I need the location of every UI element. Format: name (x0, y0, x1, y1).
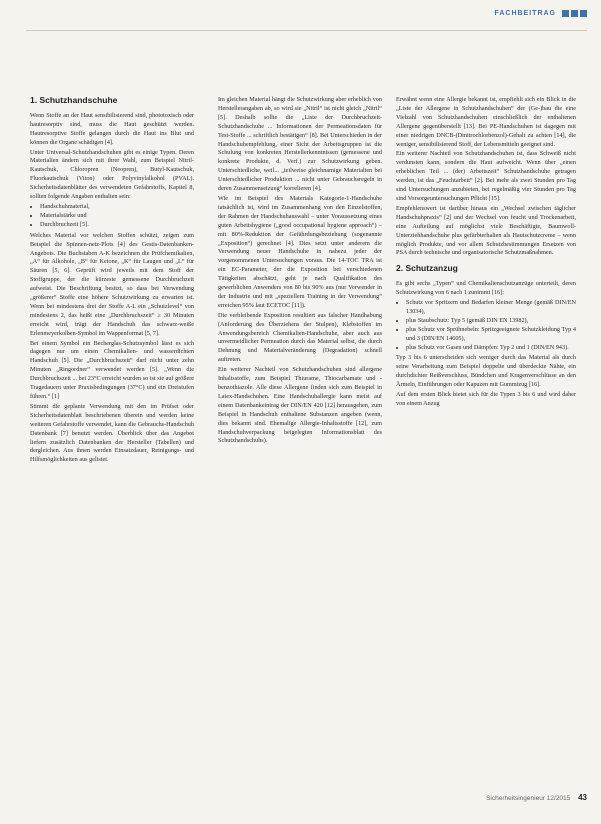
paragraph: Ein weiterer Nachteil von Schutzhandschuhen sind allergene Inhaltsstoffe, zum Beispiel Thiurame, Thiocarbamate und -benzothiazole. Alle diese Allergene finden sich zum Beispiel in Latex-Handschuhen. Eine Handschuhallergie kann meist auf einem Datenbankeintrag der DIN/EN 420 [12] herausgehen, zum Beispiel in Handschuh enthaltene Substanzen angeben (wenn, dies bekannt sind. Ehemalige Allergie-Inhaltsstoffe [12], zum Handschuhverpackung beigelegten Informationsblatt des Schutzhandschuhs). (218, 366, 382, 445)
list-item: • plus Schutz vor Sprühnebeln: Spritzgeeignete Schutzkleidung Typ 4 und 3 (DIN/EN 14605), (406, 326, 576, 344)
list-item: • Durchbruchzeit [5]. (40, 221, 194, 230)
header-bar (562, 10, 569, 17)
paragraph: Stimmt die geplante Verwendung mit den im Prüfset oder Sicherheitsdatenblatt beschriebenen überein und werden keine weiteren Gefahrstoffe verwendet, kann die Gebrauchs-Handschuh Datenbank [7] benutzt werden. Überblick über das Angebot liefern zusätzlich Datenbanken der Hersteller (Tabellen) und dergleichen. Aus ihnen werden Einsatzdauer, Reinigungs- und Hilfsmöglichkeiten aus gelistet. (30, 402, 194, 464)
header-decoration (562, 10, 587, 17)
page-header (494, 10, 587, 17)
paragraph: Erwähnt wenn eine Allergie bekannt ist, empfiehlt sich ein Blick in die „Liste der Allergene in Schutzhandschuhen“ der (Ge-)bau die eine Vielzahl von Schutzhandschuhen einschließlich der enthaltenen Allergene gegenüberstellt [13]. Bei PE-Handschuhen ist dagegen mit einer niedrigen DNCB-(Dinitrochlorbenzol)-Gehalt zu achten [14], die weniger, sensibilisierend Stoff, der Lebensmitteln geeignet sind. (396, 96, 576, 148)
paragraph: Im gleichen Material hängt die Schutzwirkung aber erheblich von Herstellerangaben ab, so wird sie „Nitril“ ist nicht gleich „Nitril“ [5]. Deshalb sollte die „Liste der Durchbruchzeit-Schutzhandschuhe ... Informationen der Permeationsdaten für Test-Stoffe ... schriftlich bestätigen“ [8]. Bei Unterschieden in der Handschuhempfehlung, einer Sicht der Arbeitsgruppen ist die Schulung von konkreten Herstellerkenntnissen (gemessene und konkrete Produkte, d. Verf.) zur Schutzwirkung geben. Unterschiedliche, weil... „teilweise gleichnamige Materialien bei Unterschiedlicher Produktion ... nicht unter Gebrauchsregeln in deren Zusammensetzung“ korrelieren [4]. (218, 96, 382, 193)
header-rule (26, 30, 587, 31)
list-item: • Handschuhmaterial, (40, 203, 194, 212)
journal-name: Sicherheitsingenieur 12/2015 (486, 795, 571, 802)
paragraph: Empfehlenswert ist darüber hinaus ein „Wechsel zwischen täglicher Handschuhpraxis“ [2] und der Wechsel von feucht und Trockenarbeit, eine Aufteilung auf möglichst viele Beschäftigte, Baumwoll-Unterziehhandschuhe plus gefärbterhalten als Hautschutzcreme – wenn möglich Produkte, und vor allem Schutzbestimmungen Ersetzen von PSA durch technische und organisatorische Schutzmaßnahmen. (396, 204, 576, 257)
paragraph: Auf dem ersten Blick bietet sich für die Typen 3 bis 6 und wird daher von einem Anzug (396, 391, 576, 407)
section-heading: 2. Schutzanzug (396, 263, 458, 274)
list-item: • Schutz vor Spritzern und Bedarfen kleiner Menge (gemäß DIN/EN 13034), (406, 299, 576, 317)
paragraph: Unter Universal-Schutzhandschuhen gibt es einige Typen. Deren Materialien ändern sich mit ihrer Wahl, zum Beispiel Nitril-Kautschuk, Chloropren (Neopren), Butyl-Kautschuk, Fluorkautschuk (Viton) oder Polyvinylalkohol (PVAL). Sicherheitsdatenblätter des verwendeten Gefahrstoffs, Kapitel 8, sollten folgende Angaben enthalten sein: (30, 148, 194, 201)
list-item: • plus Schutz vor Gasen und Dämpfen: Typ 2 und 1 (DIN/EN 943). (406, 344, 576, 353)
paragraph: Welches Material vor welchen Stoffen schützt, zeigen zum Beispiel die Spinnen-netz-Plots [4] des Gestis-Datenbanken-Angebots. Die Buchstaben A-K bezeichnen die Prüfchemikalien, „A“ für Alkohole, „B“ für Ketone, „K“ für Laugen und „L“ für Säuren [5, 6]. Geprüft wird jeweils mit dem Stoff der Stoffgruppe, der die kürzeste gemessene Durchbruchzeit aufweist. Die Beschriftung besitzt, so dass bei Verwendung „größerer“ Stoffe eine höhere Schutzwirkung zu erwarten ist. Wenn bei mindestens drei der Stoffe A-L ein „Schutzlevel“ von mindestens 2, das heißt eine „Durchbruchszeit“ ≥ 30 Minuten erreicht wird, trägt der Handschuh das schwarz-weiße Erlenmeyerkolben-Symbol im Wappenformat [5, 7]. (30, 231, 194, 337)
paragraph: Typ 3 bis 6 unterscheiden sich weniger durch das Material als durch seine Verarbeitung zum Beispiel doppelte und überdeckte Nähte, ein durchdichter Reißverschluss, Bündchen und Kragenverschlüsse an den Ärmeln, Einführungen oder Kapuzen mit Gummizug [16]. (396, 354, 576, 389)
list-item: • Materialstärke und (40, 212, 194, 221)
section-label: FACHBEITRAG (494, 10, 556, 17)
column-1 (30, 96, 194, 466)
paragraph: Bei einem Symbol ein Becherglas-Schutzsymbol lässt es sich dagegen nur um einen Chemikalien- und wasserdichten Handschuh [5]. Die „Durchbruchszeit“ darf nicht unter zehn Minuten „Ringordner“ verwendet werden [5]. „Wenn die Durchbruchszeit ... bei 23°C erreicht wurden so ist sie auf größere Tragedauern unter Praxisbedingungen (37°C) und ein Dreistufen führen.“ [1] (30, 339, 194, 400)
bullet-list (396, 299, 576, 352)
paragraph: Die verbleibende Exposition resultiert aus falscher Handhabung (Anforderung des Überziehens der Stulpen), Klebstoffen im Anwendungsbereich Chemikalien-Handschuhe, aber auch aus unvermeidlicher Permeation durch das Material selbst, die durch Dehnung und Materialveränderung (Degradation) schnell auftreten. (218, 311, 382, 364)
header-bar (580, 10, 587, 17)
paragraph: Ein weiterer Nachteil von Schutzhandschuhen ist, dass Schweiß nicht verdunsten kann, sondern die Haut aufweicht. Wenn über „einen erheblichen Teil ... (der) Arbeitszeit“ Schutzhandschuhe getragen werden, ist das „Feuchtarbeit“ [2]. Bei mehr als zwei Stunden pro Tag sind Untersuchungen anzubieten, bei regelmäßig vier Stunden pro Tag sind Vorsorgeuntersuchungen Pflicht [15]. (396, 150, 576, 202)
header-bar (571, 10, 578, 17)
section-heading: 1. Schutzhandschuhe (30, 95, 118, 105)
column-2 (218, 96, 382, 447)
page-number: 43 (578, 793, 587, 802)
list-item: • plus Staubschutz: Typ 5 (gemäß DIN EN 13982), (406, 317, 576, 326)
page-footer (486, 793, 587, 802)
column-3 (396, 96, 576, 410)
paragraph: Es gibt sechs „Typen“ und Chemikalienschutzanzüge unterteilt, deren Schutzwirkung von 6 nach 1 zunimmt [16]: (396, 280, 576, 297)
bullet-list (30, 203, 194, 230)
paragraph: Wenn Stoffe an der Haut sensibilisierend sind, phototoxisch oder hautresorptiv sind, muss die Haut geschützt werden. Hautresorptive Stoffe gelangen durch die Haut ins Blut und können die Organe schädigen [4]. (30, 111, 194, 146)
paragraph: Wie im Beispiel des Materials Kategorie-1-Handschuhe tatsächlich ist, wird im Zusammenhang von den Einzelstoffen, der Rahmen der Handschuhauswahl – unter Voraussetzung eines guten Arbeitshygiene („good occupational hygiene approach“) – mit 80%-Reduktion der Gefährdungsbeziehung (sogenannte „Exposition“) gerechnet [4]. Dies setzt unter anderem die Verwendung neuer Handschuhe in nahezu jeder der vorgenommenen Untersuchungen voraus. Die 14-TOC TRA ist ein EC-Parameter, der die Exposition bei verschiedenen Tätigkeiten abschätzt, geht je nach Qualifikation des gewerblichen Anwenders von 80 bis 90% aus (nur Verwender in der Industrie und mit „speziellem Training in der Verwendung“ erreichen 95% laut ECETOC [11]). (218, 194, 382, 309)
